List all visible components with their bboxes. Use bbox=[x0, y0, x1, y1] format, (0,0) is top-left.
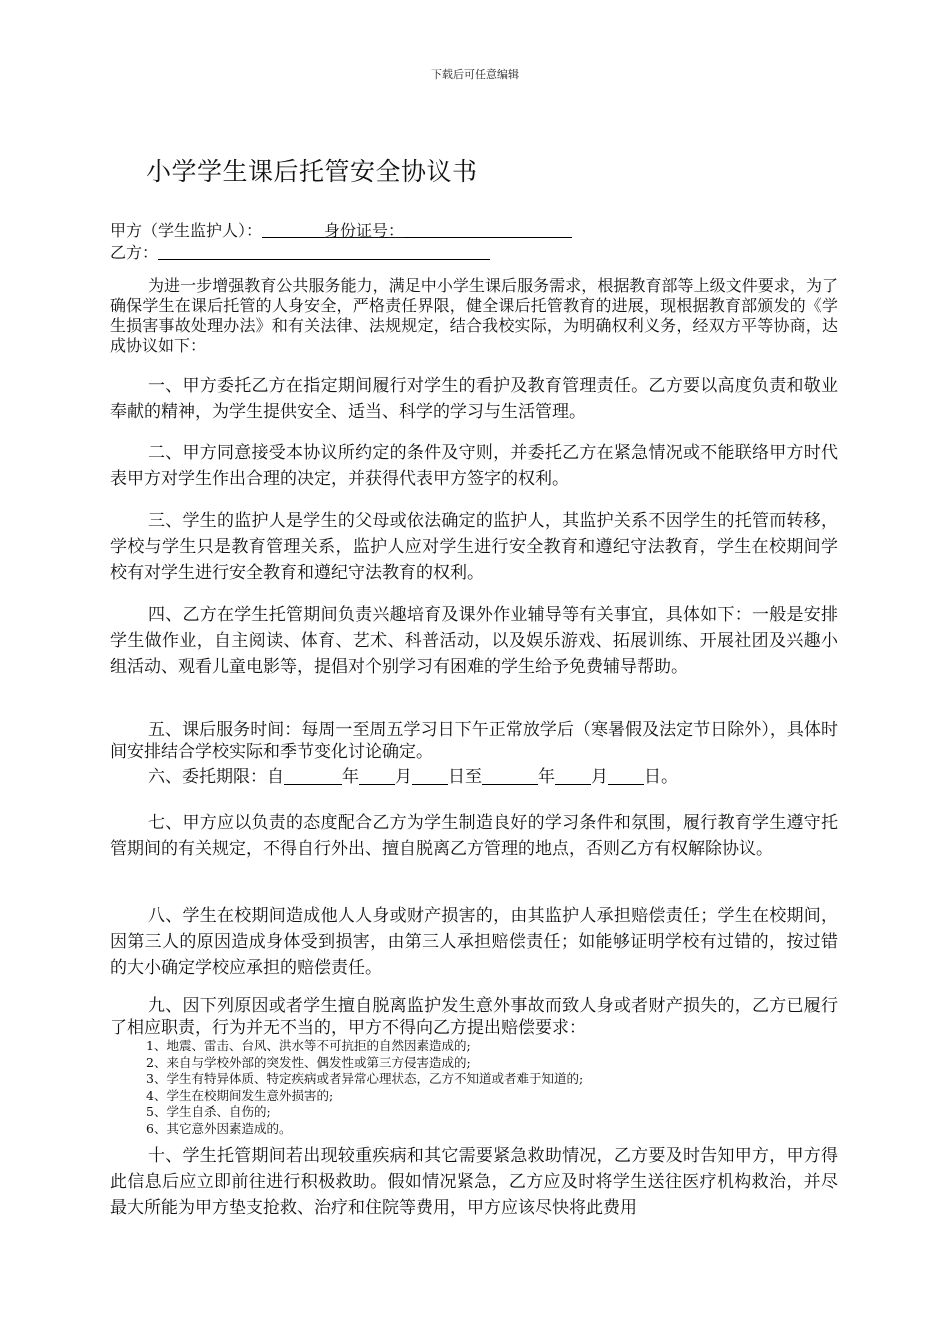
list-item: 2、来自与学校外部的突发性、偶发性或第三方侵害造成的; bbox=[146, 1054, 471, 1070]
party-b-name-blank bbox=[158, 243, 490, 260]
clause-8: 八、学生在校期间造成他人人身或财产损害的，由其监护人承担赔偿责任；学生在校期间，因第三人的原因造成身体受到损害，由第三人承担赔偿责任；如能够证明学校有过错的，按过错的大小确定学校应承担的赔偿责任。 bbox=[110, 906, 838, 978]
party-b-line bbox=[110, 240, 490, 263]
clause-4: 四、乙方在学生托管期间负责兴趣培育及课外作业辅导等有关事宜，具体如下：一般是安排学生做作业，自主阅读、体育、艺术、科普活动，以及娱乐游戏、拓展训练、开展社团及兴趣小组活动、观看儿童电影等，提倡对个别学习有困难的学生给予免费辅导帮助。 bbox=[110, 605, 838, 677]
id-number-blank bbox=[404, 221, 572, 238]
list-item: 4、学生在校期间发生意外损害的; bbox=[146, 1087, 334, 1103]
party-a-line bbox=[110, 218, 572, 241]
clause-6: 六、委托期限：自 年 月 日至 年 月 日。 bbox=[148, 767, 678, 787]
end-month-blank bbox=[555, 766, 591, 785]
party-a-name-blank bbox=[262, 221, 324, 238]
clause-3: 三、学生的监护人是学生的父母或依法确定的监护人，其监护关系不因学生的托管而转移，学校与学生只是教育管理关系，监护人应对学生进行安全教育和遵纪守法教育，学生在校期间学校有对学生进行安全教育和遵纪守法教育的权利。 bbox=[110, 511, 838, 583]
start-day-blank bbox=[412, 766, 448, 785]
page-header: 下载后可任意编辑 bbox=[431, 68, 519, 81]
list-item: 6、其它意外因素造成的。 bbox=[146, 1120, 292, 1136]
clause-1: 一、甲方委托乙方在指定期间履行对学生的看护及教育管理责任。乙方要以高度负责和敬业奉献的精神，为学生提供安全、适当、科学的学习与生活管理。 bbox=[110, 376, 838, 422]
clause-9: 九、因下列原因或者学生擅自脱离监护发生意外事故而致人身或者财产损失的，乙方已履行了相应职责，行为并无不当的，甲方不得向乙方提出赔偿要求： bbox=[110, 996, 838, 1038]
end-day-blank bbox=[608, 766, 644, 785]
clause-9-list bbox=[110, 1038, 838, 1137]
clause-2: 二、甲方同意接受本协议所约定的条件及守则，并委托乙方在紧急情况或不能联络甲方时代表甲方对学生作出合理的决定，并获得代表甲方签字的权利。 bbox=[110, 443, 838, 489]
clause-5: 五、课后服务时间：每周一至周五学习日下午正常放学后（寒暑假及法定节日除外），具体时间安排结合学校实际和季节变化讨论确定。 bbox=[110, 720, 838, 762]
party-a-label: 甲方（学生监护人）： bbox=[110, 221, 263, 240]
start-year-blank bbox=[284, 766, 342, 785]
party-b-label: 乙方： bbox=[110, 243, 159, 262]
start-month-blank bbox=[359, 766, 395, 785]
document-title: 小学学生课后托管安全协议书 bbox=[146, 157, 478, 186]
id-number-label: 身份证号： bbox=[324, 221, 405, 240]
clause-10: 十、学生托管期间若出现较重疾病和其它需要紧急救助情况，乙方要及时告知甲方，甲方得此信息后应立即前往进行积极救助。假如情况紧急，乙方应及时将学生送往医疗机构救治，并尽最大所能为甲方垫支抢救、治疗和住院等费用，甲方应该尽快将此费用 bbox=[110, 1146, 838, 1218]
list-item: 3、学生有特异体质、特定疾病或者异常心理状态，乙方不知道或者难于知道的; bbox=[146, 1071, 584, 1086]
intro-paragraph: 为进一步增强教育公共服务能力，满足中小学生课后服务需求，根据教育部等上级文件要求，为了确保学生在课后托管的人身安全，严格责任界限，健全课后托管教育的进展，现根据教育部颁发的《学生损害事故处理办法》和有关法律、法规规定，结合我校实际，为明确权利义务，经双方平等协商，达成协议如下： bbox=[110, 276, 838, 355]
end-year-blank bbox=[482, 766, 538, 785]
clause-7: 七、甲方应以负责的态度配合乙方为学生制造良好的学习条件和氛围，履行教育学生遵守托管期间的有关规定，不得自行外出、擅自脱离乙方管理的地点，否则乙方有权解除协议。 bbox=[110, 813, 838, 859]
list-item: 1、地震、雷击、台风、洪水等不可抗拒的自然因素造成的; bbox=[146, 1038, 471, 1053]
list-item: 5、学生自杀、自伤的; bbox=[146, 1104, 271, 1119]
